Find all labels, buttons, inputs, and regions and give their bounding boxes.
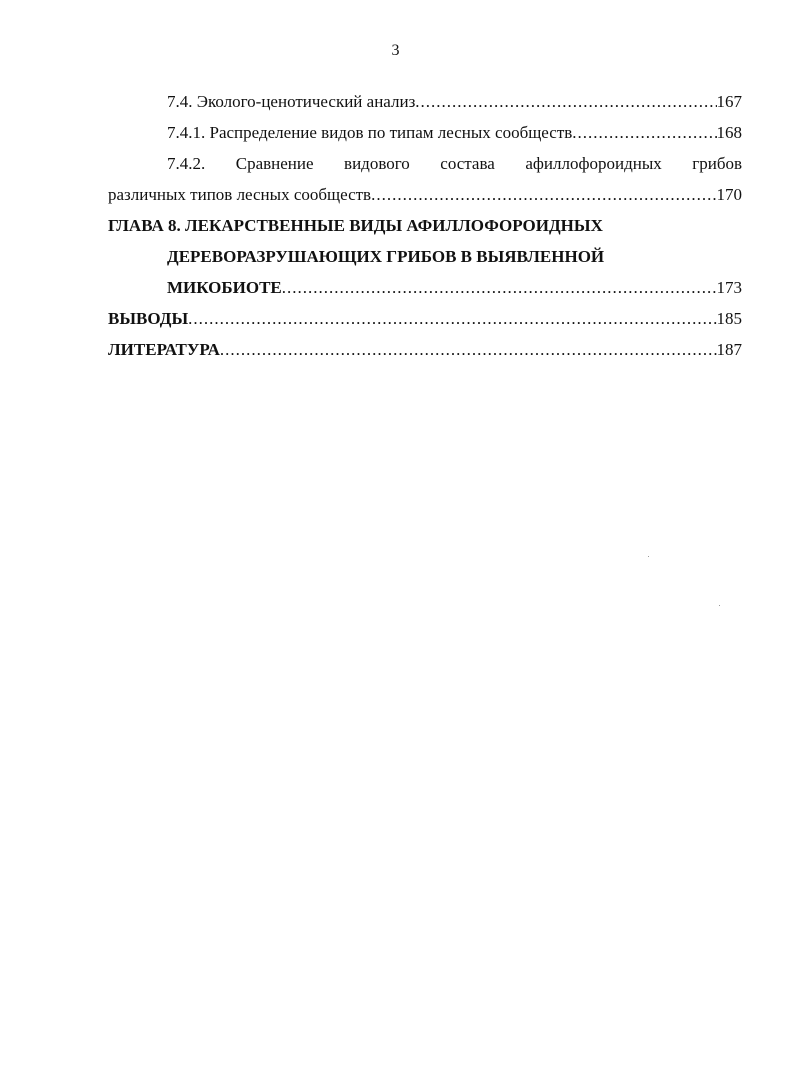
- toc-entry-page: 168: [716, 123, 742, 142]
- toc-entry-literature: [108, 334, 742, 365]
- toc-entry-label: МИКОБИОТЕ: [167, 278, 282, 297]
- toc-entry-chapter-8: [108, 272, 742, 303]
- dot-leader: [572, 117, 716, 148]
- page-number: 3: [391, 42, 400, 59]
- toc-entry-page: 167: [716, 92, 742, 111]
- dot-leader: [282, 272, 717, 303]
- toc-word: 7.4.2.: [167, 154, 206, 173]
- chapter-8-heading-line2: ДЕРЕВОРАЗРУШАЮЩИХ ГРИБОВ В ВЫЯВЛЕННОЙ: [167, 247, 605, 266]
- toc-word: состава: [440, 154, 495, 173]
- toc-entry-page: 173: [716, 278, 742, 297]
- toc-word: видового: [344, 154, 410, 173]
- toc-entry-7-4-1: [108, 117, 742, 148]
- scan-speck: [719, 605, 720, 606]
- dot-leader: [220, 334, 717, 365]
- dot-leader: [371, 179, 716, 210]
- toc-entry-page: 170: [716, 185, 742, 204]
- toc-word: Сравнение: [235, 154, 314, 173]
- table-of-contents: [108, 86, 742, 365]
- scan-speck: [648, 556, 649, 557]
- toc-word: грибов: [692, 154, 742, 173]
- dot-leader: [415, 86, 716, 117]
- toc-entry-page: 187: [716, 340, 742, 359]
- toc-entry-label: различных типов лесных сообществ: [108, 185, 372, 204]
- toc-word: афиллофороидных: [525, 154, 662, 173]
- toc-entry-7-4: [108, 86, 742, 117]
- toc-entry-7-4-2-line2: [108, 179, 742, 210]
- chapter-8-heading-line1: ГЛАВА 8. ЛЕКАРСТВЕННЫЕ ВИДЫ АФИЛЛОФОРОИДНЫХ: [108, 216, 603, 235]
- toc-entry-label: 7.4.1. Распределение видов по типам лесных сообществ: [167, 123, 573, 142]
- toc-entry-label: ЛИТЕРАТУРА: [108, 340, 220, 359]
- toc-entry-conclusions: [108, 303, 742, 334]
- toc-entry-label: ВЫВОДЫ: [108, 309, 189, 328]
- toc-entry-7-4-2-line1: [108, 148, 742, 179]
- toc-entry-page: 185: [716, 309, 742, 328]
- dot-leader: [188, 303, 716, 334]
- toc-entry-label: 7.4. Эколого-ценотический анализ: [167, 92, 416, 111]
